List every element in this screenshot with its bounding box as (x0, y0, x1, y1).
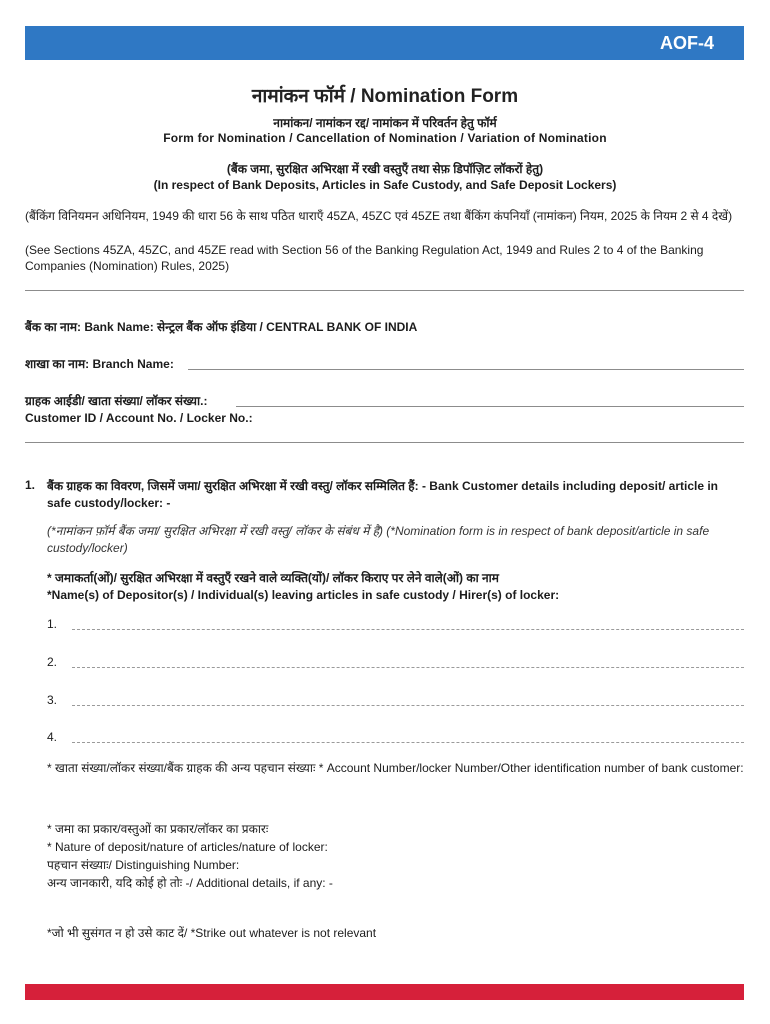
customer-label-english: Customer ID / Account No. / Locker No.: (25, 411, 253, 425)
header-bar (25, 26, 744, 60)
depositor-name-field[interactable] (72, 742, 744, 743)
account-number-label: * खाता संख्या/लॉकर संख्या/बैंक ग्राहक की अन्य पहचान संख्याः * Account Number/locker Number/Other identification number of bank customer: (47, 761, 744, 775)
page-title: नामांकन फॉर्म / Nomination Form (251, 86, 519, 107)
nature-label-english: * Nature of deposit/nature of articles/nature of locker: (47, 840, 328, 854)
item-1-text: बैंक ग्राहक का विवरण, जिसमें जमा/ सुरक्षित अभिरक्षा में रखी वस्तु/ लॉकर सम्मिलित हैं: - Bank Customer details including deposit/ article in safe custody/locker: - (47, 479, 719, 510)
distinguishing-number-label: पहचान संख्याः/ Distinguishing Number: (47, 858, 240, 872)
nature-label-hindi: * जमा का प्रकार/वस्तुओं का प्रकार/लॉकर का प्रकारः (47, 822, 269, 836)
depositor-row-number: 4. (47, 730, 58, 744)
depositor-row-number: 2. (47, 655, 58, 669)
depositor-name-field[interactable] (72, 629, 744, 630)
form-code: AOF-4 (660, 33, 714, 53)
branch-label: शाखा का नाम: Branch Name: (25, 357, 174, 371)
depositor-name-field[interactable] (72, 705, 744, 706)
respect-hindi: (बैंक जमा, सुरक्षित अभिरक्षा में रखी वस्तुएँ तथा सेफ़ डिपॉज़िट लॉकरों हेतु) (226, 162, 544, 176)
depositor-row-number: 1. (47, 617, 58, 631)
depositor-label-hindi: * जमाकर्ता(ओं)/ सुरक्षित अभिरक्षा में वस्तुएँ रखने वाले व्यक्ति(यों)/ लॉकर किराए पर लेने वाले(ओं) का नाम (47, 571, 499, 585)
respect-english: (In respect of Bank Deposits, Articles in Safe Custody, and Safe Deposit Lockers) (153, 178, 617, 192)
branch-name-field[interactable] (188, 369, 744, 370)
subtitle-hindi: नामांकन/ नामांकन रद्द/ नामांकन में परिवर्तन हेतु फॉर्म (273, 116, 497, 130)
item-number: 1. (25, 478, 36, 492)
bank-name: बैंक का नाम: Bank Name: सेन्ट्रल बैंक ऑफ इंडिया / CENTRAL BANK OF INDIA (25, 320, 418, 334)
footer-bar (25, 984, 744, 1000)
depositor-label-english: *Name(s) of Depositor(s) / Individual(s) leaving articles in safe custody / Hirer(s) of locker: (47, 588, 560, 602)
strike-out-note: *जो भी सुसंगत न हो उसे काट दें/ *Strike out whatever is not relevant (47, 926, 377, 940)
sections-hindi: (बैंकिंग विनियमन अधिनियम, 1949 की धारा 56 के साथ पठित धाराएँ 45ZA, 45ZC एवं 45ZE तथा बैंकिंग कंपनियाँ (नामांकन) नियम, 2025 के नियम 2 से 4 देखें) (25, 209, 733, 223)
customer-label-hindi: ग्राहक आईडी/ खाता संख्या/ लॉकर संख्या.: (25, 394, 208, 408)
divider (25, 442, 744, 443)
item-1-note: (*नामांकन फ़ॉर्म बैंक जमा/ सुरक्षित अभिरक्षा में रखी वस्तु/ लॉकर के संबंध में है) (*Nomination form is in respect of bank deposit/article in safe custody/locker) (47, 524, 710, 555)
depositor-name-field[interactable] (72, 667, 744, 668)
customer-id-field[interactable] (236, 406, 744, 407)
divider (25, 290, 744, 291)
subtitle-english: Form for Nomination / Cancellation of Nomination / Variation of Nomination (163, 131, 607, 145)
sections-english: (See Sections 45ZA, 45ZC, and 45ZE read with Section 56 of the Banking Regulation Act, 1949 and Rules 2 to 4 of the Banking Companies (Nomination) Rules, 2025) (25, 243, 704, 273)
additional-details-label: अन्य जानकारी, यदि कोई हो तोः -/ Additional details, if any: - (47, 876, 333, 890)
depositor-row-number: 3. (47, 693, 58, 707)
